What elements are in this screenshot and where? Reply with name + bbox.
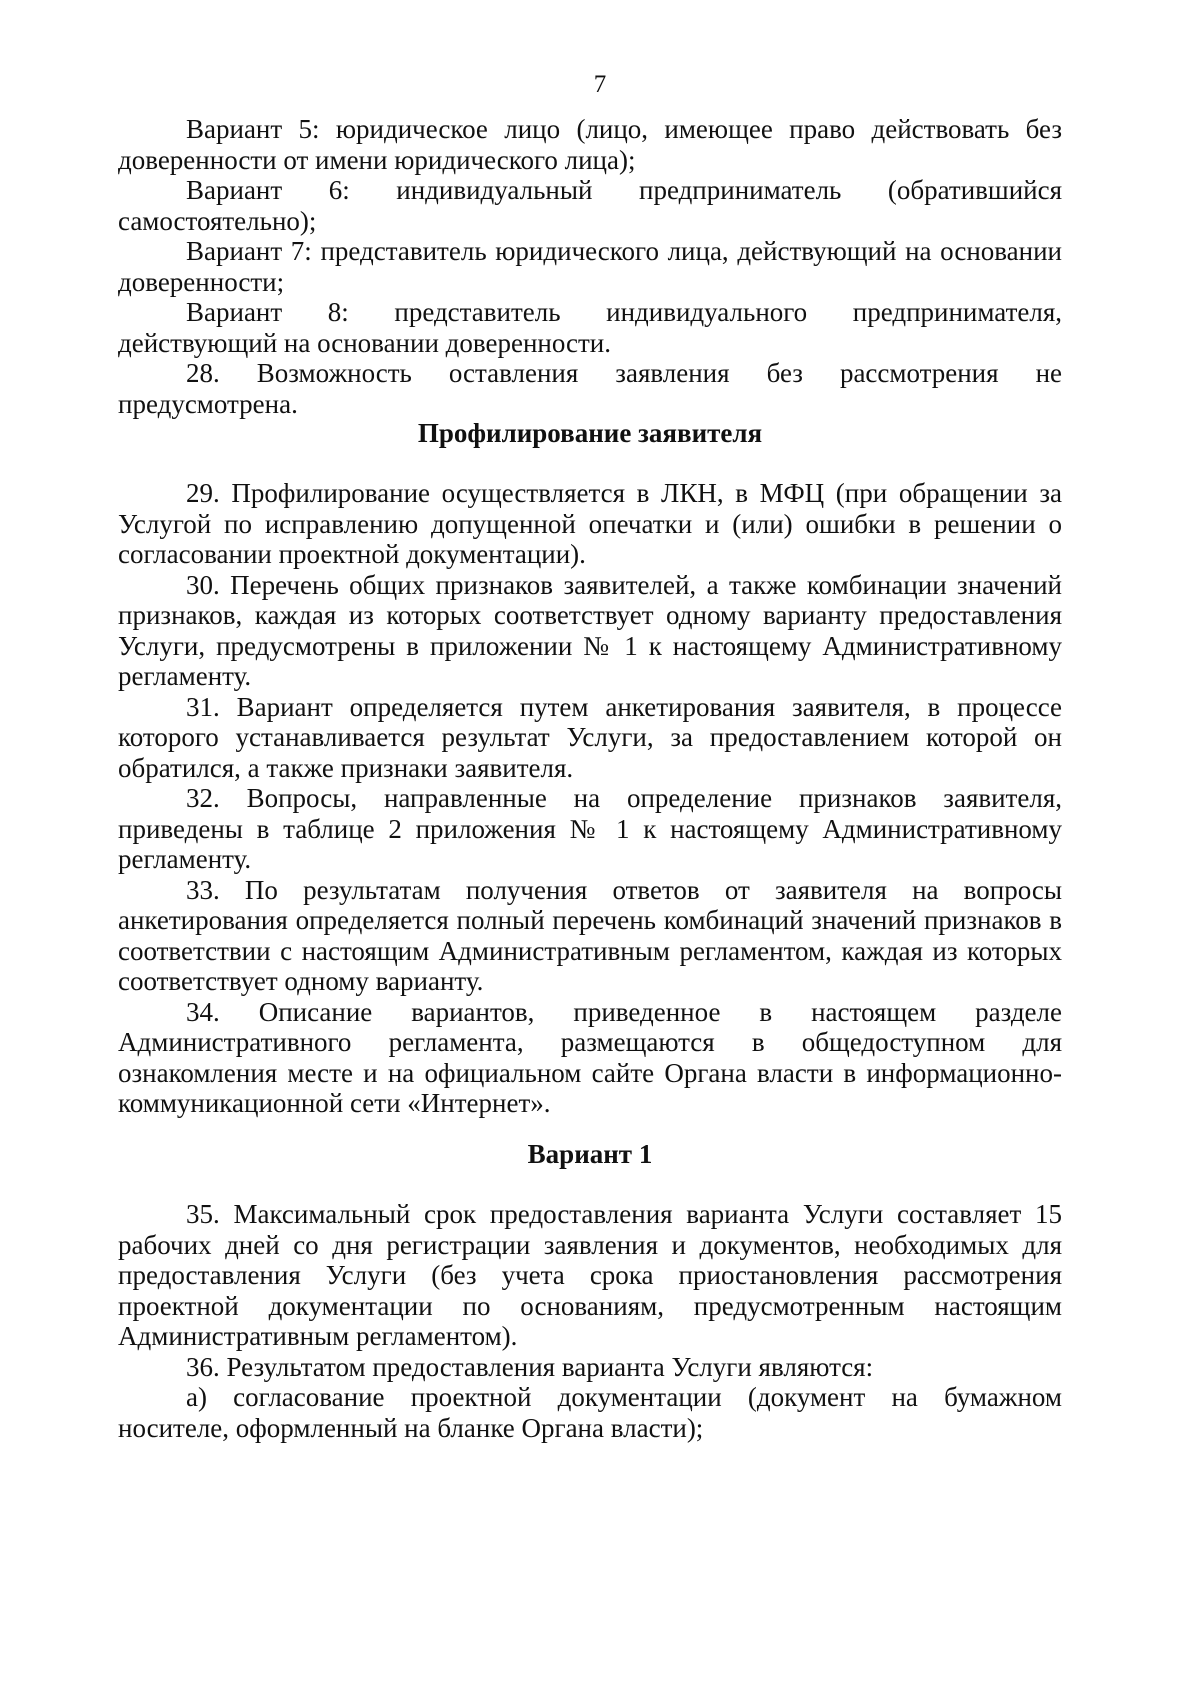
paragraph-32: 32. Вопросы, направленные на определение признаков заявителя, приведены в таблице 2 приложения № 1 к настоящему Административному регламенту. [118, 783, 1062, 874]
paragraph-29: 29. Профилирование осуществляется в ЛКН, в МФЦ (при обращении за Услугой по исправлению допущенной опечатки и (или) ошибки в решении о согласовании проектной документации). [118, 478, 1062, 569]
paragraph-34: 34. Описание вариантов, приведенное в настоящем разделе Административного регламента, размещаются в общедоступном для ознакомления месте и на официальном сайте Органа власти в информационно-коммуникационной сети «Интернет». [118, 996, 1062, 1118]
variants-list-section [118, 114, 1062, 419]
paragraph-variant-5: Вариант 5: юридическое лицо (лицо, имеющее право действовать без доверенности от имени юридического лица); [118, 114, 1062, 175]
section-heading-profiling: Профилирование заявителя [417, 418, 763, 448]
paragraph-36: 36. Результатом предоставления варианта Услуги являются: [186, 1351, 874, 1382]
page-number: 7 [593, 71, 607, 98]
variant-1-section [118, 1199, 1062, 1443]
paragraph-28: 28. Возможность оставления заявления без рассмотрения не предусмотрена. [118, 358, 1062, 419]
paragraph-variant-6: Вариант 6: индивидуальный предприниматель (обратившийся самостоятельно); [118, 175, 1062, 236]
paragraph-33: 33. По результатам получения ответов от заявителя на вопросы анкетирования определяется полный перечень комбинаций значений признаков в соответствии с настоящим Административным регламентом, каждая из которых соответствует одному варианту. [118, 874, 1062, 996]
paragraph-30: 30. Перечень общих признаков заявителей, а также комбинации значений признаков, каждая из которых соответствует одному варианту предоставления Услуги, предусмотрены в приложении № 1 к настоящему Административному регламенту. [118, 569, 1062, 691]
paragraph-variant-7: Вариант 7: представитель юридического лица, действующий на основании доверенности; [118, 236, 1062, 297]
paragraph-36-a: а) согласование проектной документации (документ на бумажном носителе, оформленный на бланке Органа власти); [118, 1382, 1062, 1443]
paragraph-31: 31. Вариант определяется путем анкетирования заявителя, в процессе которого устанавливается результат Услуги, за предоставлением которой он обратился, а также признаки заявителя. [118, 691, 1062, 783]
paragraph-35: 35. Максимальный срок предоставления варианта Услуги составляет 15 рабочих дней со дня регистрации заявления и документов, необходимых для предоставления Услуги (без учета срока приостановления рассмотрения проектной документации по основаниям, предусмотренным настоящим Административным регламентом). [118, 1199, 1062, 1351]
paragraph-variant-8: Вариант 8: представитель индивидуального предпринимателя, действующий на основании доверенности. [118, 297, 1062, 358]
profiling-section [118, 478, 1062, 1119]
section-heading-variant-1: Вариант 1 [527, 1139, 653, 1169]
